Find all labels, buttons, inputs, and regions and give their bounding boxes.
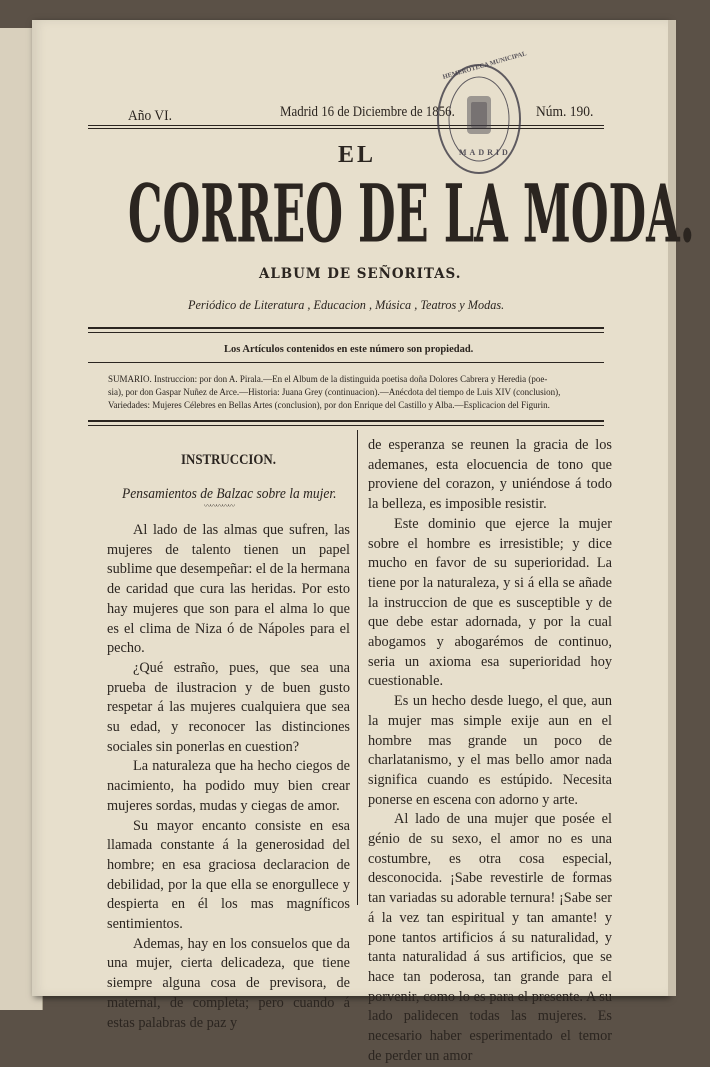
sumario-line-3: Variedades: Mujeres Célebres en Bellas Artes (conclusion), por don Enrique del Castillo y Alba.—Esplicacion del Figurin.	[108, 400, 550, 411]
left-paragraph-1: Al lado de las almas que sufren, las mujeres de talento tienen un papel sublime que desempeñar: el de la hermana de caridad que cura las heridas. Por esto hay mujeres que son para el alma lo que es el clima de Niza ó de Nápoles para el pecho.	[107, 522, 350, 657]
title-article-el: EL	[338, 142, 377, 168]
rule-above-sumario	[88, 362, 604, 363]
left-paragraph-3: La naturaleza que ha hecho ciegos de nacimiento, ha podido muy bien crear mujeres sordas, mudas y ciegas de amor.	[107, 758, 350, 814]
rule-below-tagline-thin	[88, 332, 604, 333]
article-heading: INSTRUCCION.	[181, 452, 276, 468]
rule-below-tagline	[88, 327, 604, 329]
left-paragraph-5: Ademas, hay en los consuelos que da una mujer, cierta delicadeza, que tiene siempre alguna cosa de previsora, de maternal, de completa; pero cuando á estas palabras de paz y	[107, 935, 350, 1031]
newspaper-tagline: Periódico de Literatura , Educacion , Música , Teatros y Modas.	[188, 298, 505, 312]
stamp-top-text: HEMEROTECA MUNICIPAL	[442, 50, 528, 81]
masthead-rule-top	[88, 125, 604, 126]
right-paragraph-2: Es un hecho desde luego, el que, aun la mujer mas simple exije aun en el hombre mas grande un poco de charlatanismo, y el mas bello amor nada significa cuando es estúpido. Necesita ponerse en escena con adorno y arte.	[368, 693, 612, 808]
left-paragraph-4: Su mayor encanto consiste en esa llamada constante á la generosidad del hombre; en esa graciosa declaracion de debilidad, por la que ella se enorgullece y despierta en él los mas magníficos sentimientos.	[107, 817, 350, 933]
right-column	[368, 436, 612, 1067]
left-paragraph-2: ¿Qué estraño, pues, que sea una prueba de ilustracion y de buen gusto respetar á las mujeres cualquiera que sea su edad, y reconocer las distinciones sociales sin ponerlas en cuestion?	[107, 659, 350, 755]
column-divider	[357, 430, 358, 905]
rule-below-sumario	[88, 420, 604, 422]
sumario-line-1: SUMARIO. Instruccion: por don A. Pirala.—En el Album de la distinguida poetisa doña Dolores Cabrera y Heredia (poe-	[108, 374, 548, 385]
left-column	[107, 521, 350, 1033]
masthead-rule-top-thin	[88, 128, 604, 129]
right-continuation: de esperanza se reunen la gracia de los ademanes, esta elocuencia de tono que proviene del corazon, y uniéndose á todo la belleza, es imposible resistir.	[368, 437, 612, 513]
newspaper-subtitle: ALBUM DE SEÑORITAS.	[259, 266, 462, 282]
right-paragraph-1: Este dominio que ejerce la mujer sobre el hombre es irresistible; y dice mucho en favor de su superioridad. La tiene por la naturaleza, y si á ella se añade la instruccion de que es susceptible y de que debe estar adornada, y por la cual abogamos y abogarémos de continuo, seria un axioma esa superioridad hoy cuestionable.	[368, 515, 612, 690]
rights-notice: Los Artículos contenidos en este número son propiedad.	[224, 344, 474, 355]
rule-below-sumario-thin	[88, 425, 604, 426]
sumario-line-2: sia), por don Gaspar Nuñez de Arce.—Historia: Juana Grey (continuacion).—Anécdota del tiempo de Luis XIV (conclusion),	[108, 387, 561, 398]
right-paragraph-3: Al lado de una mujer que posée el génio de su sexo, el amor no es una costumbre, es otra cosa especial, desconocida. ¡Sabe revestirle de formas tan variadas su adorable ternura! ¡Sabe ser á la vez tan espiritual y tan amante! y pone tantos artificios á su naturalidad, y tanta naturalidad á sus artificios, que se hace tan poderosa, tan grande para el porvenir, como lo es para el presente. A su lado palidecen todas las mujeres. Es necesario haber esperimentado el temor de perder un amor	[368, 811, 612, 1064]
issue-date: Madrid 16 de Diciembre de 1856.	[280, 104, 455, 120]
library-stamp	[437, 64, 521, 174]
issue-year: Año VI.	[128, 108, 173, 124]
newspaper-title: CORREO DE LA MODA.	[128, 166, 695, 261]
stamp-bottom-text: MADRID	[459, 148, 511, 157]
article-subheading: Pensamientos de Balzac sobre la mujer.	[122, 486, 337, 502]
heading-ornament: 〰〰〰〰〰	[204, 502, 234, 510]
issue-number: Núm. 190.	[536, 104, 594, 120]
